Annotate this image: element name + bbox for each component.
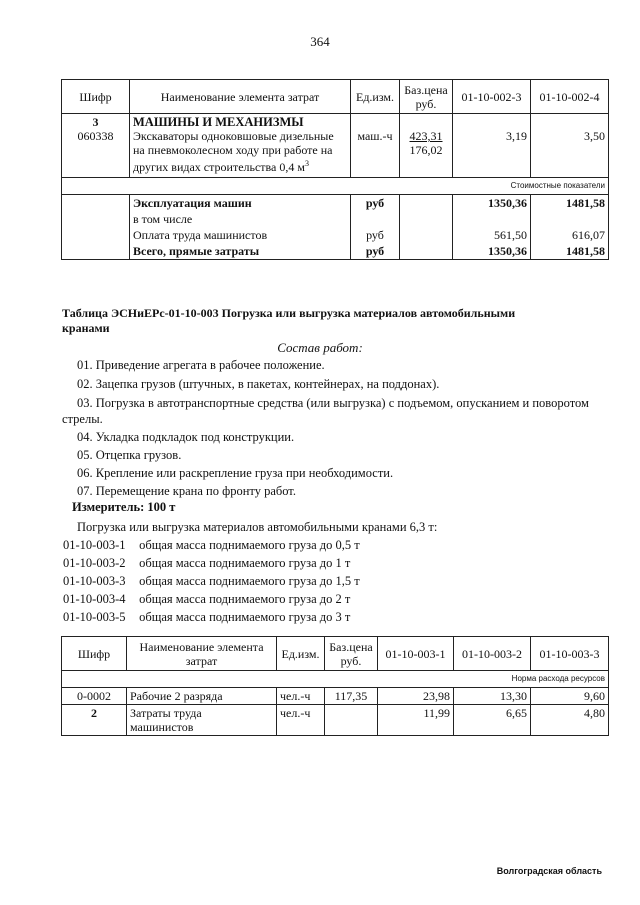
variant-item: [63, 592, 350, 607]
item-price-bottom: 176,02: [409, 143, 443, 157]
norm-label: Норма расхода ресурсов: [62, 671, 609, 688]
table-row: [62, 195, 609, 212]
meter: Измеритель: 100 т: [72, 500, 176, 514]
table-row: [62, 227, 609, 243]
column-header: 01-10-003-2: [454, 637, 531, 671]
row-unit: чел.-ч: [277, 688, 325, 705]
variant-text: общая масса поднимаемого груза до 1,5 т: [139, 574, 360, 588]
variant-code: 01-10-003-2: [63, 556, 126, 570]
row-name: в том числе: [130, 211, 351, 227]
page-number: 364: [310, 34, 330, 49]
table-title-line: Таблица ЭСНиЕРс-01-10-003 Погрузка или выгрузка материалов автомобильными: [62, 306, 516, 320]
column-header: Шифр: [62, 80, 130, 114]
column-header: 01-10-003-1: [378, 637, 454, 671]
table-row: [62, 211, 609, 227]
item-name-line: других видах строительства 0,4 м: [133, 160, 305, 174]
row-value: 1481,58: [531, 243, 609, 260]
row-unit: руб: [351, 227, 400, 243]
work-item: 03. Погрузка в автотранспортные средства (или выгрузка) с подъемом, опусканием и поворотом: [77, 396, 589, 410]
row-unit: руб: [351, 243, 400, 260]
work-item: 05. Отцепка грузов.: [77, 448, 182, 462]
column-header: Наименование элемента затрат: [127, 637, 277, 671]
variant-code: 01-10-003-4: [63, 592, 126, 606]
item-value: 3,19: [506, 129, 527, 143]
variant-item: [63, 538, 360, 553]
column-header: Ед.изм.: [277, 637, 325, 671]
table-row: [62, 114, 609, 178]
work-item: 02. Зацепка грузов (штучных, в пакетах, контейнерах, на поддонах).: [77, 377, 440, 391]
work-item: 07. Перемещение крана по фронту работ.: [77, 484, 296, 498]
row-value: 1350,36: [453, 243, 531, 260]
table-header-row: [62, 80, 609, 114]
variant-item: [63, 556, 350, 571]
variant-text: общая масса поднимаемого груза до 2 т: [139, 592, 351, 606]
item-name-line: на пневмоколесном ходу при работе на: [133, 143, 333, 157]
row-price: [325, 705, 378, 736]
row-value: 616,07: [531, 227, 609, 243]
work-item: стрелы.: [62, 412, 103, 426]
variant-text: общая масса поднимаемого груза до 0,5 т: [139, 538, 360, 552]
table-row: [62, 688, 609, 705]
works-heading: Состав работ:: [277, 340, 363, 355]
item-code: 060338: [77, 129, 114, 143]
item-name-superscript: 3: [304, 159, 309, 168]
variant-code: 01-10-003-5: [63, 610, 126, 624]
table-title: [62, 306, 602, 336]
section-title: МАШИНЫ И МЕХАНИЗМЫ: [133, 115, 304, 129]
row-unit: чел.-ч: [277, 705, 325, 736]
table-row: [62, 243, 609, 260]
table-row: [62, 705, 609, 736]
column-header: Ед.изм.: [351, 80, 400, 114]
column-header: Наименование элемента затрат: [130, 80, 351, 114]
column-header: Шифр: [62, 637, 127, 671]
work-item: 01. Приведение агрегата в рабочее положение.: [77, 358, 325, 372]
row-name: Всего, прямые затраты: [130, 243, 351, 260]
subtitle: Погрузка или выгрузка материалов автомобильными кранами 6,3 т:: [77, 520, 438, 534]
item-value: 3,50: [584, 129, 605, 143]
row-name-line: машинистов: [130, 720, 194, 734]
row-value: 1481,58: [531, 195, 609, 212]
row-value: 561,50: [453, 227, 531, 243]
item-unit: маш.-ч: [357, 129, 393, 143]
row-name-line: Затраты труда: [130, 706, 202, 720]
work-item: 06. Крепление или раскрепление груза при необходимости.: [77, 466, 394, 480]
row-value: 23,98: [378, 688, 454, 705]
cost-table-machines: [61, 79, 609, 260]
column-header: Баз.цена руб.: [325, 637, 378, 671]
row-price: 117,35: [325, 688, 378, 705]
variant-text: общая масса поднимаемого груза до 1 т: [139, 556, 351, 570]
cost-label-row: [62, 178, 609, 195]
norm-label-row: [62, 671, 609, 688]
work-item: 04. Укладка подкладок под конструкции.: [77, 430, 295, 444]
table-header-row: [62, 637, 609, 671]
row-value: 6,65: [454, 705, 531, 736]
row-unit: руб: [351, 195, 400, 212]
item-price-top: 423,31: [409, 129, 443, 143]
item-name-line: Экскаваторы одноковшовые дизельные: [133, 129, 334, 143]
variant-code: 01-10-003-1: [63, 538, 126, 552]
resource-table-loading: [61, 636, 609, 736]
footer-region: Волгоградская область: [496, 866, 602, 876]
row-name: Оплата труда машинистов: [130, 227, 351, 243]
row-name: Рабочие 2 разряда: [127, 688, 277, 705]
column-header: 01-10-002-4: [531, 80, 609, 114]
table-title-line: кранами: [62, 321, 110, 335]
variant-item: [63, 610, 350, 625]
variant-code: 01-10-003-3: [63, 574, 126, 588]
row-name: Эксплуатация машин: [130, 195, 351, 212]
row-value: 13,30: [454, 688, 531, 705]
cost-label: Стоимостные показатели: [62, 178, 609, 195]
section-code: 3: [92, 115, 99, 129]
row-code: 2: [62, 705, 127, 736]
column-header: 01-10-003-3: [531, 637, 609, 671]
row-value: 1350,36: [453, 195, 531, 212]
row-value: 4,80: [531, 705, 609, 736]
column-header: 01-10-002-3: [453, 80, 531, 114]
variant-text: общая масса поднимаемого груза до 3 т: [139, 610, 351, 624]
row-code: 0-0002: [62, 688, 127, 705]
row-value: 11,99: [378, 705, 454, 736]
row-value: 9,60: [531, 688, 609, 705]
variant-item: [63, 574, 360, 589]
column-header: Баз.цена руб.: [400, 80, 453, 114]
